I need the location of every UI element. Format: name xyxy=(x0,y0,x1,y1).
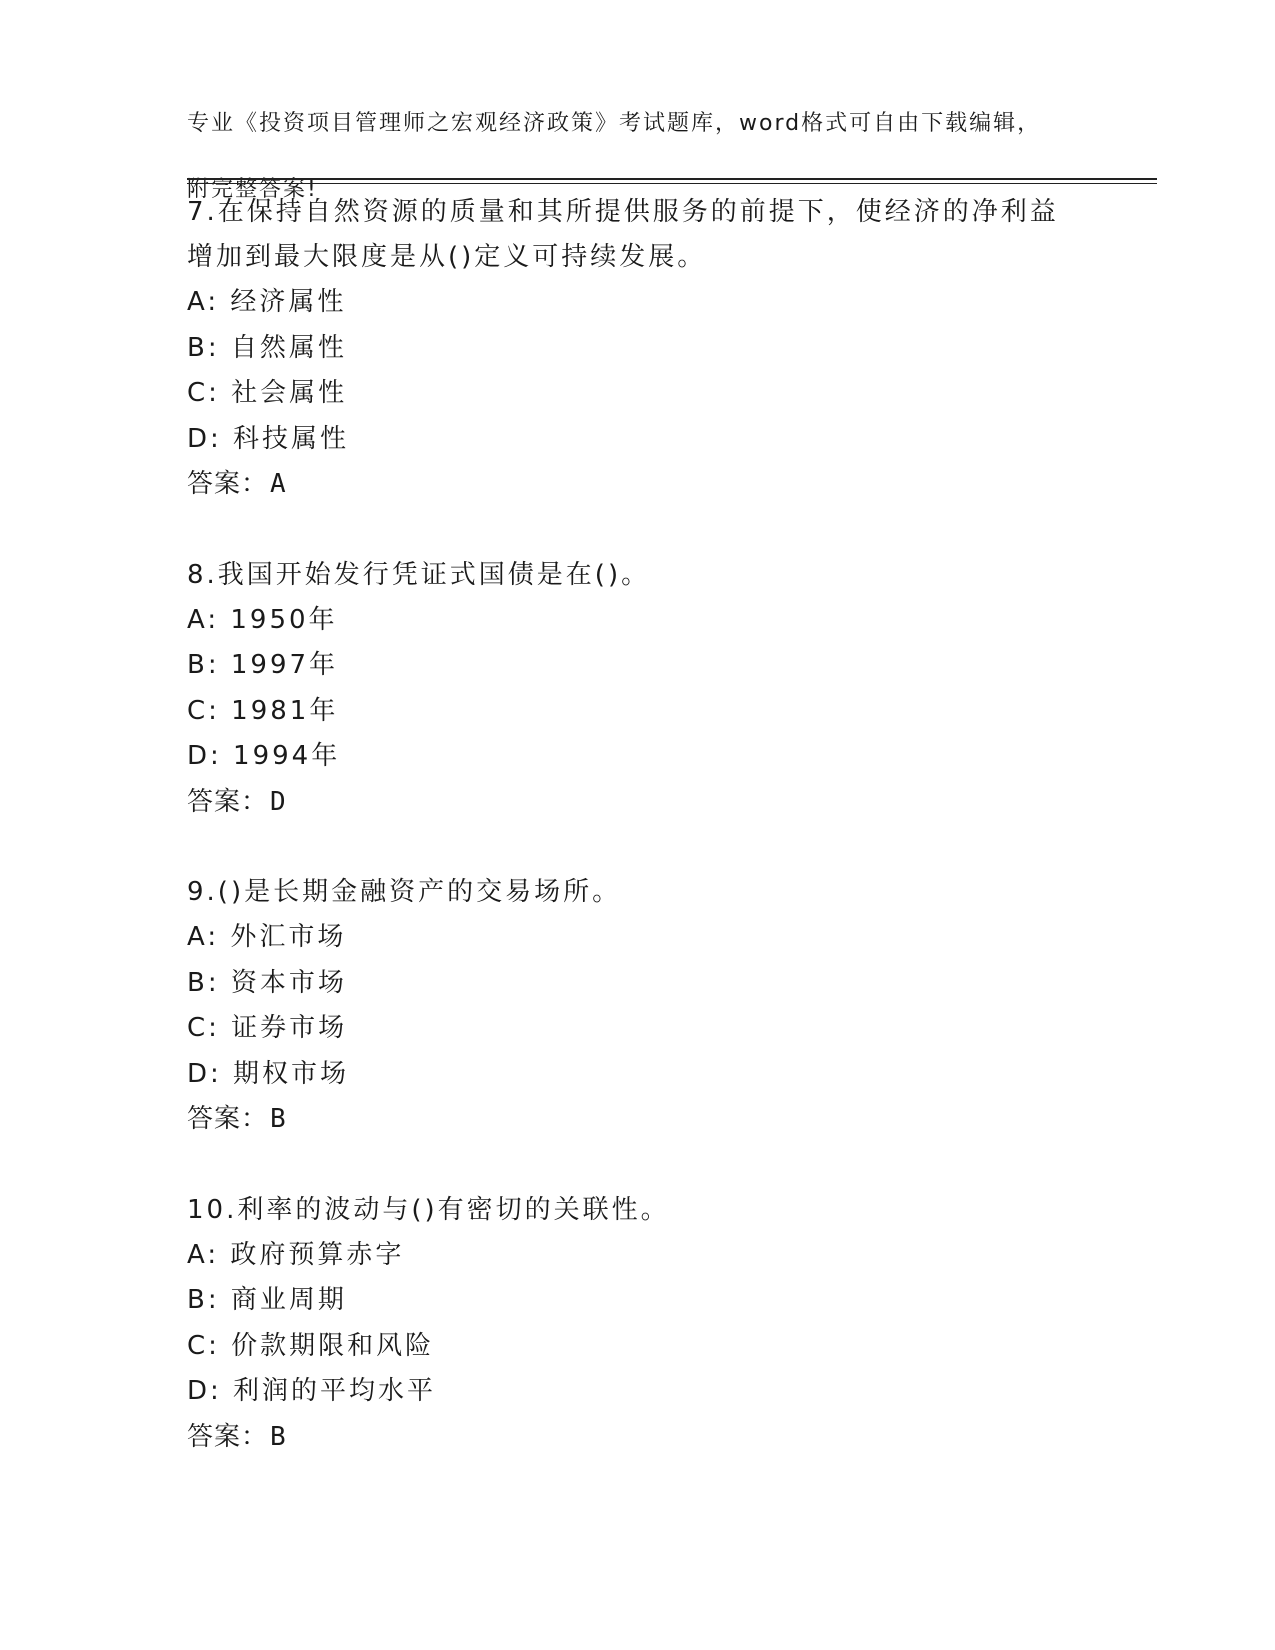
question-stem-line: 10.利率的波动与()有密切的关联性。 xyxy=(187,1194,670,1225)
question-stem-line: 7.在保持自然资源的质量和其所提供服务的前提下，使经济的净利益 xyxy=(187,197,1059,227)
option-d: D: 利润的平均水平 xyxy=(187,1376,437,1406)
option-a: A: 政府预算赤字 xyxy=(187,1239,405,1270)
option-c: C: 1981年 xyxy=(187,695,339,726)
option-b: B: 自然属性 xyxy=(187,332,347,363)
question-stem-line: 8.我国开始发行凭证式国债是在()。 xyxy=(187,559,651,590)
option-d: D: 期权市场 xyxy=(187,1058,350,1089)
header-divider-thin xyxy=(187,183,1157,184)
option-c: C: 证券市场 xyxy=(187,1013,348,1043)
option-a: A: 外汇市场 xyxy=(187,922,347,952)
header-line-1: 专业《投资项目管理师之宏观经济政策》考试题库，word格式可自由下载编辑， xyxy=(187,111,1042,136)
answer-label: 答案： xyxy=(187,1104,269,1134)
question-gap xyxy=(187,825,1087,870)
answer-value: A xyxy=(270,469,287,499)
option-b: B: 资本市场 xyxy=(187,967,347,998)
answer-line xyxy=(187,1097,1087,1143)
option-a: A: 经济属性 xyxy=(187,287,347,317)
option-b: B: 商业周期 xyxy=(187,1285,347,1315)
header-line-2: 附完整答案! xyxy=(187,177,318,202)
question-9 xyxy=(187,870,1087,1143)
option-c: C: 社会属性 xyxy=(187,378,348,408)
answer-label: 答案： xyxy=(187,469,269,499)
option-c: C: 价款期限和风险 xyxy=(187,1330,435,1361)
header-divider-thick xyxy=(187,178,1157,180)
document-header xyxy=(187,74,1087,206)
question-10 xyxy=(187,1188,1087,1461)
question-list xyxy=(187,190,1087,1460)
answer-value: B xyxy=(270,1421,287,1452)
answer-value: D xyxy=(270,786,287,817)
answer-line xyxy=(187,780,1087,826)
question-gap xyxy=(187,508,1087,553)
answer-line xyxy=(187,1415,1087,1461)
answer-label: 答案： xyxy=(187,786,269,817)
option-d: D: 1994年 xyxy=(187,741,341,771)
option-a: A: 1950年 xyxy=(187,604,338,635)
answer-line xyxy=(187,462,1087,508)
question-stem-line: 9.()是长期金融资产的交易场所。 xyxy=(187,877,622,907)
question-8 xyxy=(187,553,1087,826)
question-stem-line: 增加到最大限度是从()定义可持续发展。 xyxy=(187,242,707,272)
answer-value: B xyxy=(270,1104,287,1134)
option-d: D: 科技属性 xyxy=(187,423,350,454)
question-7 xyxy=(187,190,1087,508)
answer-label: 答案： xyxy=(187,1421,269,1452)
question-gap xyxy=(187,1143,1087,1188)
option-b: B: 1997年 xyxy=(187,650,339,680)
